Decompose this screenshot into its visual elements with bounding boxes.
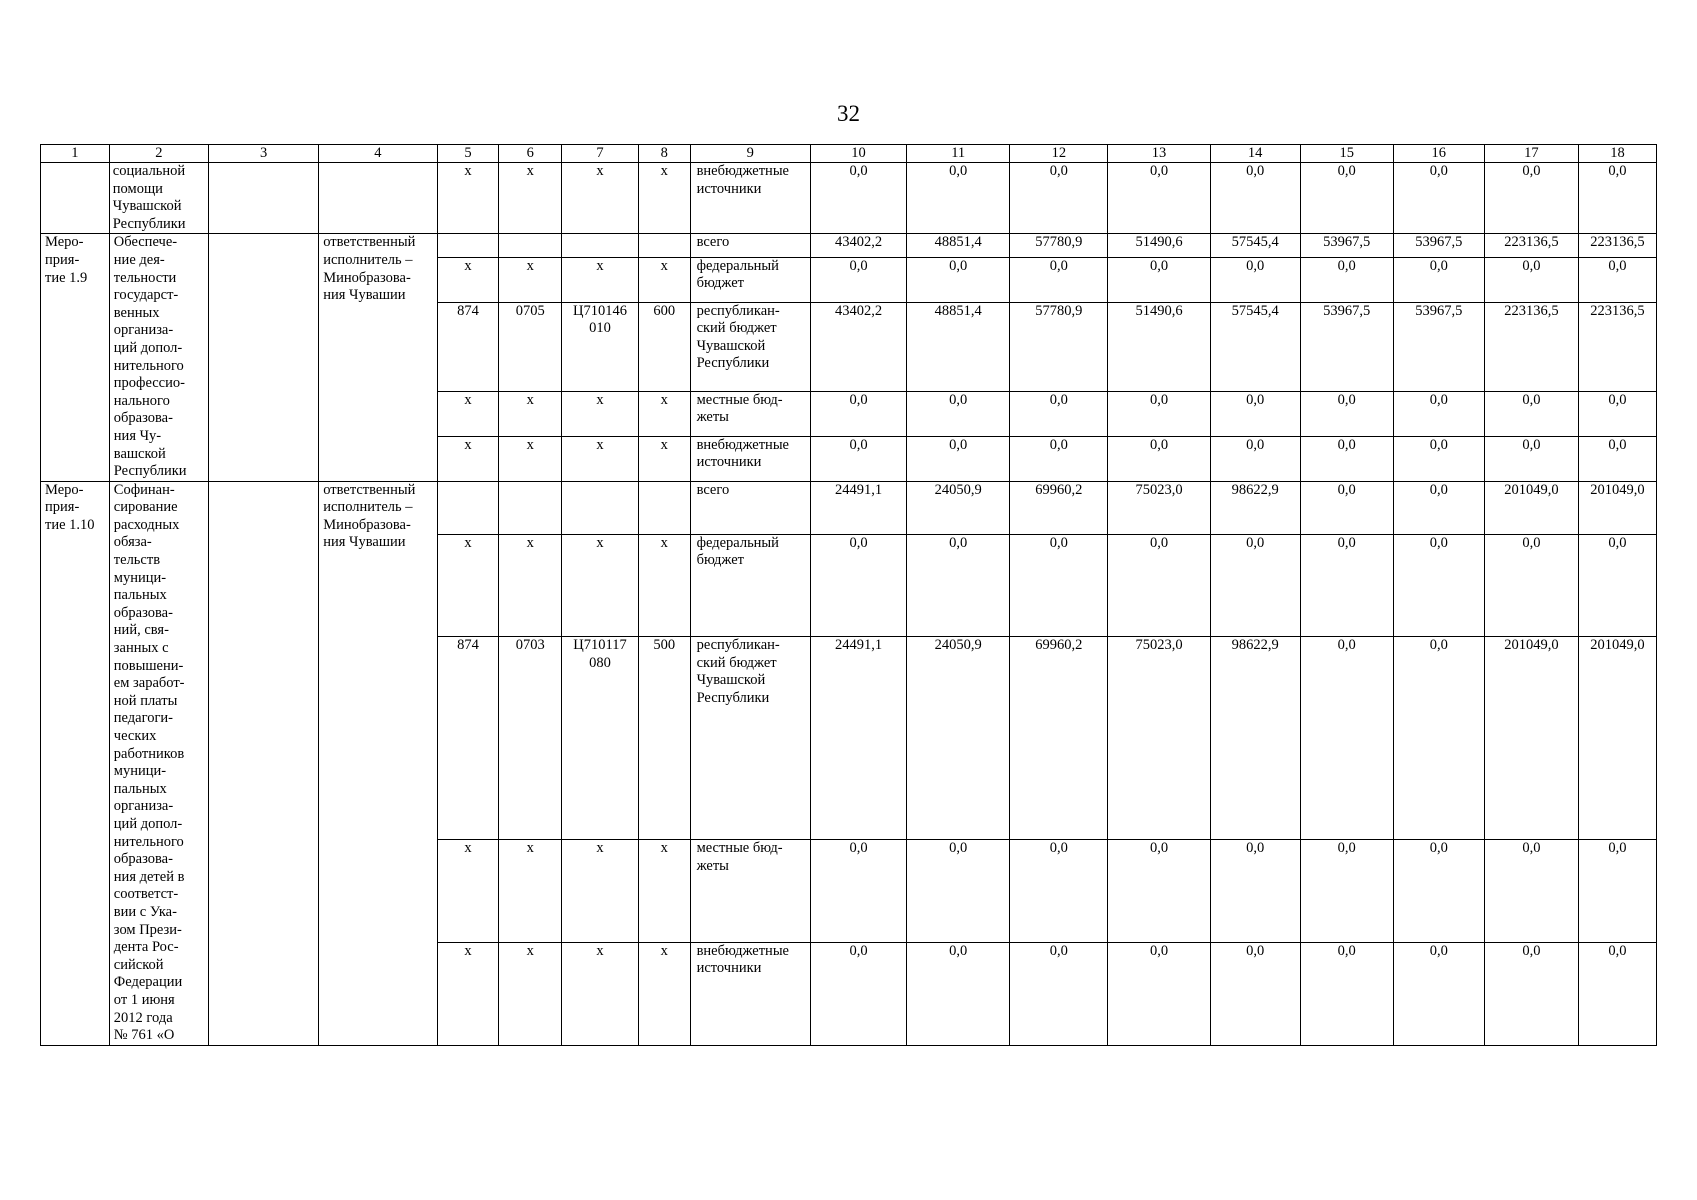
measure-description-line: муници- xyxy=(113,569,167,586)
funding-source-line: внебюджетные xyxy=(696,163,789,179)
funding-source xyxy=(690,840,810,943)
gov-code: х xyxy=(437,534,499,637)
value-col16: 0,0 xyxy=(1393,481,1484,534)
column-number-16: 16 xyxy=(1393,145,1484,163)
column-3 xyxy=(208,234,318,481)
measure-description-line: Федерации xyxy=(113,974,183,991)
expense-type-code: х xyxy=(638,840,690,943)
measure-description-line: зом Прези- xyxy=(113,921,182,938)
measure-description-line: вии с Ука- xyxy=(113,903,177,920)
section-code: х xyxy=(499,840,562,943)
value-col17: 201049,0 xyxy=(1484,481,1578,534)
funding-source-line: ский бюджет xyxy=(696,654,777,671)
measure-description-line: нительного xyxy=(113,357,184,374)
measure-description-line: № 761 «О xyxy=(113,1027,175,1044)
responsible-executor-line: исполнитель – xyxy=(323,251,413,268)
target-code: х xyxy=(562,840,639,943)
responsible-executor-line: ответственный xyxy=(323,481,416,498)
target-code xyxy=(562,234,639,257)
measure-description-line: Обеспече- xyxy=(113,234,178,251)
column-number-2: 2 xyxy=(109,145,208,163)
funding-source xyxy=(690,257,810,302)
target-code: Ц710117 080 xyxy=(562,637,639,840)
value-col15: 0,0 xyxy=(1300,436,1393,481)
expense-type-code: х xyxy=(638,391,690,436)
measure-label-line: прия- xyxy=(45,251,80,268)
funding-source-line: источники xyxy=(696,180,762,197)
gov-code: х xyxy=(437,163,499,234)
measure-description-line: Софинан- xyxy=(113,481,175,498)
value-col15: 0,0 xyxy=(1300,534,1393,637)
section-code: х xyxy=(499,391,562,436)
value-col18: 201049,0 xyxy=(1578,637,1656,840)
value-col15: 0,0 xyxy=(1300,942,1393,1045)
measure-description xyxy=(109,163,208,234)
value-col13: 0,0 xyxy=(1108,942,1210,1045)
section-code: х xyxy=(499,163,562,234)
value-col13: 0,0 xyxy=(1108,391,1210,436)
target-code: х xyxy=(562,163,639,234)
section-code: х xyxy=(499,534,562,637)
value-col15: 0,0 xyxy=(1300,163,1393,234)
measure-description-line: ной платы xyxy=(113,692,178,709)
expense-type-code: х xyxy=(638,942,690,1045)
value-col14: 98622,9 xyxy=(1210,481,1300,534)
measure-description-line: ния детей в xyxy=(113,868,185,885)
measure-description-line: ния Чу- xyxy=(113,427,162,444)
value-col18: 0,0 xyxy=(1578,840,1656,943)
value-col16: 0,0 xyxy=(1393,942,1484,1045)
funding-source-line: жеты xyxy=(696,409,729,426)
value-col17: 223136,5 xyxy=(1484,234,1578,257)
value-col11: 24050,9 xyxy=(907,481,1010,534)
gov-code: 874 xyxy=(437,302,499,391)
value-col14: 0,0 xyxy=(1210,257,1300,302)
measure-description-line: социальной xyxy=(112,163,186,179)
funding-source-line: источники xyxy=(696,960,762,977)
value-col17: 223136,5 xyxy=(1484,302,1578,391)
measure-description xyxy=(109,234,208,481)
measure-description-line: дента Рос- xyxy=(113,939,179,956)
measure-label-line: Меро- xyxy=(45,481,84,498)
section-code: 0705 xyxy=(499,302,562,391)
value-col16: 0,0 xyxy=(1393,163,1484,234)
measure-description xyxy=(109,481,208,1045)
value-col14: 0,0 xyxy=(1210,840,1300,943)
value-col12: 57780,9 xyxy=(1010,234,1108,257)
responsible-executor-line: ния Чувашии xyxy=(323,287,406,304)
value-col14: 0,0 xyxy=(1210,942,1300,1045)
gov-code: х xyxy=(437,391,499,436)
responsible-executor xyxy=(319,481,437,1045)
measure-description-line: образова- xyxy=(113,604,173,621)
column-number-6: 6 xyxy=(499,145,562,163)
value-col13: 51490,6 xyxy=(1108,234,1210,257)
gov-code: х xyxy=(437,436,499,481)
funding-source-line: источники xyxy=(696,454,762,471)
funding-source-line: республикан- xyxy=(696,302,780,319)
funding-source-line: бюджет xyxy=(696,275,745,292)
value-col13: 0,0 xyxy=(1108,840,1210,943)
measure-description-line: помощи xyxy=(112,180,163,197)
page-number: 32 xyxy=(837,101,860,126)
value-col14: 57545,4 xyxy=(1210,234,1300,257)
value-col12: 57780,9 xyxy=(1010,302,1108,391)
value-col17: 0,0 xyxy=(1484,436,1578,481)
funding-source-line: внебюджетные xyxy=(696,436,789,453)
measure-description-line: соответст- xyxy=(113,886,179,903)
column-number-8: 8 xyxy=(638,145,690,163)
expense-type-code: х xyxy=(638,163,690,234)
value-col11: 0,0 xyxy=(907,840,1010,943)
value-col12: 0,0 xyxy=(1010,942,1108,1045)
column-number-10: 10 xyxy=(810,145,906,163)
funding-source-line: федеральный xyxy=(696,257,779,274)
measure-label xyxy=(41,234,110,481)
value-col13: 0,0 xyxy=(1108,163,1210,234)
expense-type-code xyxy=(638,234,690,257)
measure-description-line: повышени- xyxy=(113,657,184,674)
section-code: х xyxy=(499,942,562,1045)
value-col18: 0,0 xyxy=(1578,257,1656,302)
target-code: х xyxy=(562,257,639,302)
measure-description-line: занных с xyxy=(113,640,169,657)
measure-label-line: тие 1.9 xyxy=(45,269,88,286)
funding-source xyxy=(690,481,810,534)
column-number-14: 14 xyxy=(1210,145,1300,163)
measure-description-line: ческих xyxy=(113,728,157,744)
value-col11: 0,0 xyxy=(907,436,1010,481)
value-col12: 69960,2 xyxy=(1010,637,1108,840)
value-col17: 0,0 xyxy=(1484,942,1578,1045)
target-code: х xyxy=(562,942,639,1045)
value-col15: 0,0 xyxy=(1300,637,1393,840)
target-code: Ц710146 010 xyxy=(562,302,639,391)
measure-description-line: ем заработ- xyxy=(113,675,185,692)
value-col16: 0,0 xyxy=(1393,257,1484,302)
value-col17: 201049,0 xyxy=(1484,637,1578,840)
value-col15: 0,0 xyxy=(1300,257,1393,302)
value-col18: 0,0 xyxy=(1578,436,1656,481)
funding-source xyxy=(690,534,810,637)
value-col17: 0,0 xyxy=(1484,840,1578,943)
value-col12: 0,0 xyxy=(1010,436,1108,481)
value-col18: 0,0 xyxy=(1578,163,1656,234)
value-col10: 0,0 xyxy=(810,534,906,637)
column-number-15: 15 xyxy=(1300,145,1393,163)
expense-type-code: х xyxy=(638,534,690,637)
section-code xyxy=(499,234,562,257)
value-col13: 0,0 xyxy=(1108,257,1210,302)
value-col18: 0,0 xyxy=(1578,942,1656,1045)
value-col14: 0,0 xyxy=(1210,436,1300,481)
value-col10: 24491,1 xyxy=(810,481,906,534)
measure-description-line: обяза- xyxy=(113,534,152,551)
gov-code xyxy=(437,481,499,534)
value-col16: 0,0 xyxy=(1393,391,1484,436)
value-col13: 75023,0 xyxy=(1108,481,1210,534)
section-code xyxy=(499,481,562,534)
column-number-18: 18 xyxy=(1578,145,1656,163)
measure-description-line: профессио- xyxy=(113,375,185,392)
expense-type-code xyxy=(638,481,690,534)
responsible-executor xyxy=(319,163,437,234)
measure-description-line: вашской xyxy=(113,445,166,462)
value-col18: 223136,5 xyxy=(1578,234,1656,257)
measure-description-line: сийской xyxy=(113,956,164,973)
value-col15: 53967,5 xyxy=(1300,302,1393,391)
funding-source-line: Чувашской xyxy=(696,672,766,689)
funding-source-line: местные бюд- xyxy=(696,840,783,857)
measure-description-line: расходных xyxy=(113,516,180,533)
funding-source-line: всего xyxy=(696,481,730,498)
value-col11: 24050,9 xyxy=(907,637,1010,840)
value-col10: 0,0 xyxy=(810,942,906,1045)
funding-source-line: ский бюджет xyxy=(696,320,777,337)
column-number-12: 12 xyxy=(1010,145,1108,163)
section-code: х xyxy=(499,436,562,481)
measure-description-line: образова- xyxy=(113,410,173,427)
value-col17: 0,0 xyxy=(1484,534,1578,637)
value-col14: 57545,4 xyxy=(1210,302,1300,391)
table-row xyxy=(41,234,1657,257)
funding-source-line: жеты xyxy=(696,857,729,874)
column-number-11: 11 xyxy=(907,145,1010,163)
measure-description-line: от 1 июня xyxy=(113,991,175,1008)
gov-code: 874 xyxy=(437,637,499,840)
value-col10: 0,0 xyxy=(810,436,906,481)
value-col14: 0,0 xyxy=(1210,534,1300,637)
section-code: 0703 xyxy=(499,637,562,840)
funding-source-line: федеральный xyxy=(696,534,779,551)
responsible-executor xyxy=(319,234,437,481)
funding-source xyxy=(690,163,810,234)
value-col12: 0,0 xyxy=(1010,391,1108,436)
responsible-executor-line: исполнитель – xyxy=(323,499,413,516)
value-col11: 48851,4 xyxy=(907,302,1010,391)
value-col13: 0,0 xyxy=(1108,534,1210,637)
measure-description-line: пальных xyxy=(113,587,167,604)
measure-label-line: тие 1.10 xyxy=(45,516,95,533)
value-col16: 0,0 xyxy=(1393,840,1484,943)
funding-source xyxy=(690,942,810,1045)
funding-source-line: Чувашской xyxy=(696,337,766,354)
value-col17: 0,0 xyxy=(1484,163,1578,234)
measure-label xyxy=(41,481,110,1045)
value-col11: 0,0 xyxy=(907,163,1010,234)
measure-description-line: Республики xyxy=(113,463,187,480)
value-col11: 0,0 xyxy=(907,534,1010,637)
value-col15: 0,0 xyxy=(1300,840,1393,943)
value-col16: 0,0 xyxy=(1393,637,1484,840)
measure-description-line: венных xyxy=(113,304,160,321)
measure-description-line: Чувашской xyxy=(112,198,182,215)
value-col10: 0,0 xyxy=(810,840,906,943)
value-col13: 51490,6 xyxy=(1108,302,1210,391)
measure-description-line: педагоги- xyxy=(113,710,173,727)
funding-source xyxy=(690,391,810,436)
funding-source-line: внебюджетные xyxy=(696,942,789,959)
column-number-4: 4 xyxy=(319,145,437,163)
value-col12: 0,0 xyxy=(1010,257,1108,302)
value-col14: 0,0 xyxy=(1210,163,1300,234)
value-col16: 0,0 xyxy=(1393,534,1484,637)
measure-label-line: Меро- xyxy=(45,234,84,251)
measure-description-line: тельности xyxy=(113,269,177,286)
measure-description-line: 2012 года xyxy=(113,1009,173,1026)
value-col16: 53967,5 xyxy=(1393,234,1484,257)
value-col10: 43402,2 xyxy=(810,234,906,257)
table-row xyxy=(41,163,1657,234)
measure-description-line: нительного xyxy=(113,833,184,850)
gov-code: х xyxy=(437,942,499,1045)
budget-table xyxy=(40,144,1657,1046)
column-number-17: 17 xyxy=(1484,145,1578,163)
gov-code: х xyxy=(437,257,499,302)
gov-code xyxy=(437,234,499,257)
measure-description-line: тельств xyxy=(113,552,161,569)
measure-label xyxy=(41,163,110,234)
measure-label-line: прия- xyxy=(45,499,80,516)
value-col17: 0,0 xyxy=(1484,391,1578,436)
value-col12: 69960,2 xyxy=(1010,481,1108,534)
value-col18: 201049,0 xyxy=(1578,481,1656,534)
measure-description-line: сирование xyxy=(113,499,178,516)
value-col12: 0,0 xyxy=(1010,163,1108,234)
responsible-executor-line: ответственный xyxy=(323,234,416,251)
value-col18: 0,0 xyxy=(1578,534,1656,637)
target-code: х xyxy=(562,436,639,481)
value-col10: 24491,1 xyxy=(810,637,906,840)
value-col11: 0,0 xyxy=(907,942,1010,1045)
funding-source xyxy=(690,637,810,840)
value-col13: 75023,0 xyxy=(1108,637,1210,840)
column-number-9: 9 xyxy=(690,145,810,163)
measure-description-line: организа- xyxy=(113,322,174,339)
measure-description-line: государст- xyxy=(113,287,179,304)
expense-type-code: х xyxy=(638,257,690,302)
funding-source-line: бюджет xyxy=(696,552,745,569)
value-col16: 0,0 xyxy=(1393,436,1484,481)
target-code: х xyxy=(562,391,639,436)
value-col15: 0,0 xyxy=(1300,481,1393,534)
column-number-13: 13 xyxy=(1108,145,1210,163)
expense-type-code: 600 xyxy=(638,302,690,391)
measure-description-line: организа- xyxy=(113,798,174,815)
value-col17: 0,0 xyxy=(1484,257,1578,302)
funding-source-line: всего xyxy=(696,234,730,251)
target-code: х xyxy=(562,534,639,637)
value-col13: 0,0 xyxy=(1108,436,1210,481)
value-col15: 0,0 xyxy=(1300,391,1393,436)
value-col10: 0,0 xyxy=(810,163,906,234)
expense-type-code: х xyxy=(638,436,690,481)
value-col10: 43402,2 xyxy=(810,302,906,391)
funding-source xyxy=(690,234,810,257)
measure-description-line: муници- xyxy=(113,763,167,780)
value-col14: 98622,9 xyxy=(1210,637,1300,840)
measure-description-line: нального xyxy=(113,392,170,409)
value-col16: 53967,5 xyxy=(1393,302,1484,391)
table-row xyxy=(41,481,1657,534)
column-number-7: 7 xyxy=(562,145,639,163)
value-col12: 0,0 xyxy=(1010,534,1108,637)
column-3 xyxy=(208,481,318,1045)
value-col15: 53967,5 xyxy=(1300,234,1393,257)
gov-code: х xyxy=(437,840,499,943)
value-col18: 223136,5 xyxy=(1578,302,1656,391)
value-col11: 0,0 xyxy=(907,391,1010,436)
column-number-1: 1 xyxy=(41,145,110,163)
expense-type-code: 500 xyxy=(638,637,690,840)
measure-description-line: образова- xyxy=(113,851,173,868)
value-col11: 0,0 xyxy=(907,257,1010,302)
value-col14: 0,0 xyxy=(1210,391,1300,436)
target-code xyxy=(562,481,639,534)
value-col12: 0,0 xyxy=(1010,840,1108,943)
measure-description-line: Республики xyxy=(112,215,186,232)
measure-description-line: пальных xyxy=(113,780,167,797)
responsible-executor-line: Минобразова- xyxy=(323,269,411,286)
column-3 xyxy=(208,163,318,234)
responsible-executor-line: ния Чувашии xyxy=(323,534,406,551)
measure-description-line: ний, свя- xyxy=(113,622,169,639)
value-col11: 48851,4 xyxy=(907,234,1010,257)
value-col18: 0,0 xyxy=(1578,391,1656,436)
measure-description-line: работников xyxy=(113,745,185,762)
funding-source-line: местные бюд- xyxy=(696,391,783,408)
measure-description-line: ние дея- xyxy=(113,251,165,268)
funding-source-line: Республики xyxy=(696,690,770,707)
funding-source-line: Республики xyxy=(696,355,770,372)
value-col10: 0,0 xyxy=(810,391,906,436)
measure-description-line: ций допол- xyxy=(113,339,183,356)
section-code: х xyxy=(499,257,562,302)
header-row xyxy=(41,145,1657,163)
responsible-executor-line: Минобразова- xyxy=(323,516,411,533)
funding-source xyxy=(690,302,810,391)
column-number-5: 5 xyxy=(437,145,499,163)
value-col10: 0,0 xyxy=(810,257,906,302)
column-number-3: 3 xyxy=(208,145,318,163)
funding-source-line: республикан- xyxy=(696,637,780,654)
measure-description-line: ций допол- xyxy=(113,815,183,832)
funding-source xyxy=(690,436,810,481)
